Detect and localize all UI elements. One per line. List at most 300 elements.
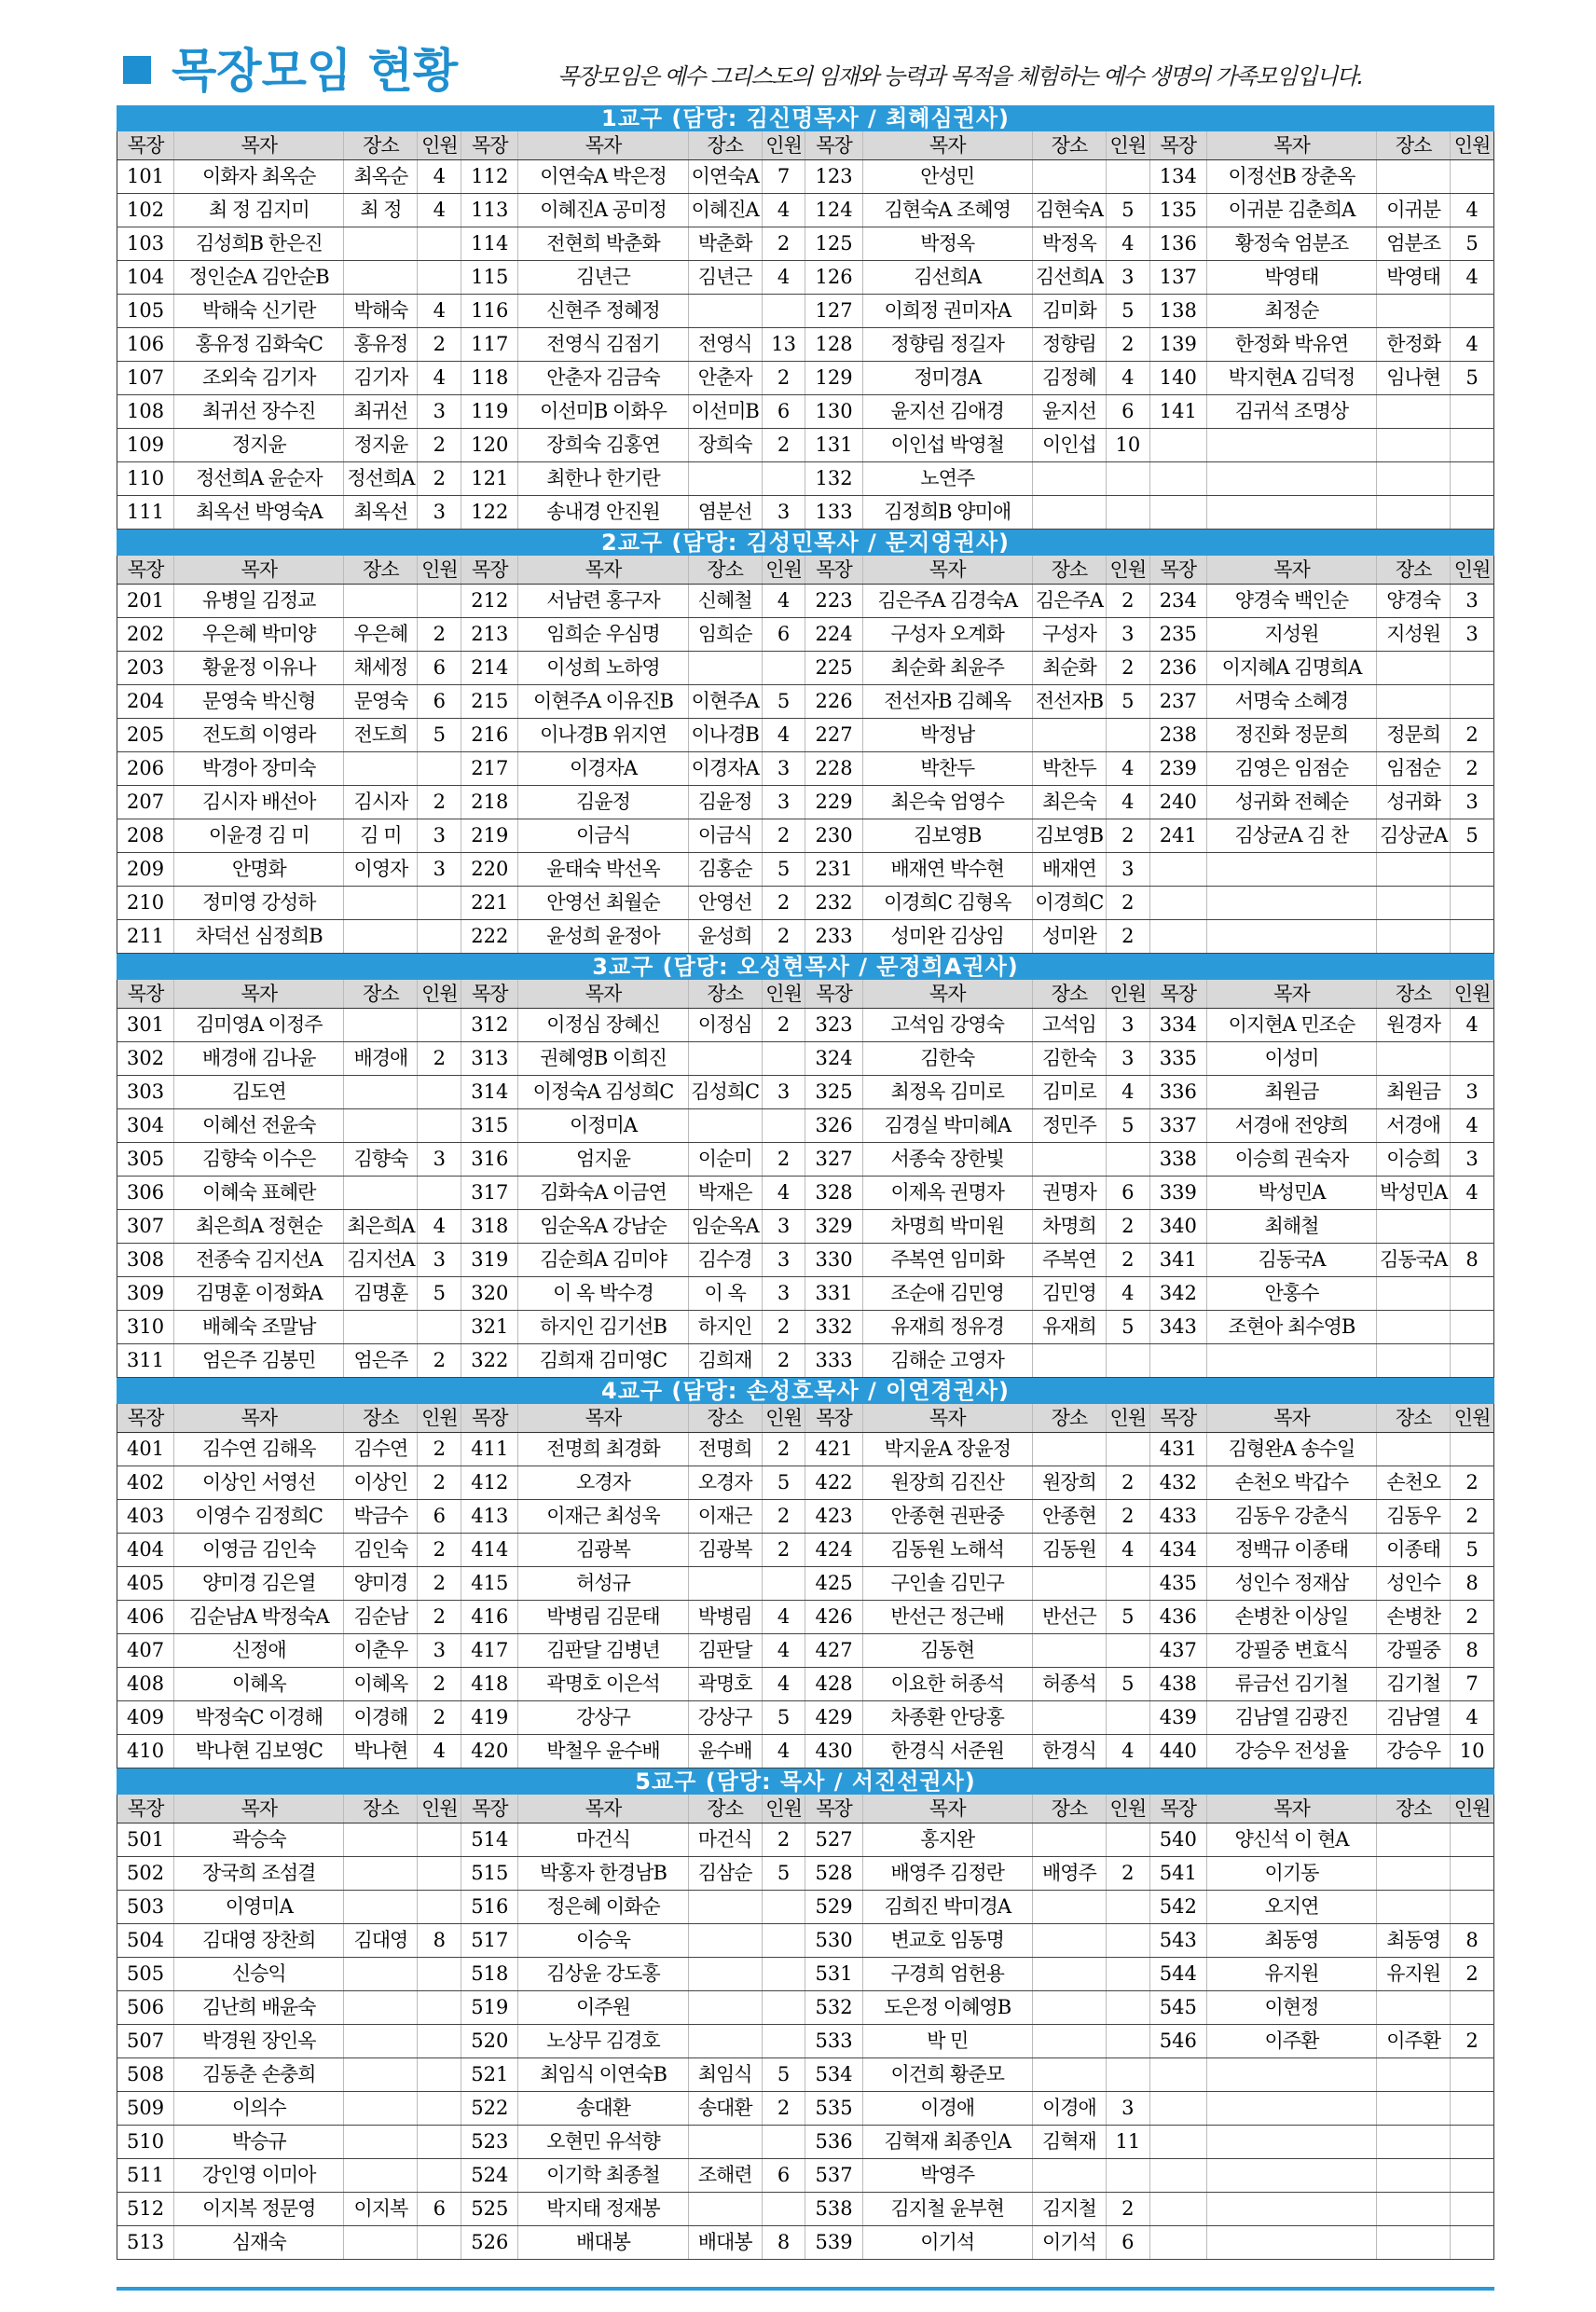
member-count [1451, 1277, 1494, 1311]
group-number: 417 [461, 1634, 518, 1668]
meeting-place: 김광복 [688, 1534, 762, 1567]
member-count: 5 [1451, 227, 1494, 261]
table-row [117, 2092, 1494, 2126]
group-number: 106 [117, 328, 174, 362]
table-row [117, 2025, 1494, 2058]
member-count: 6 [762, 2159, 805, 2193]
meeting-place: 김 미 [344, 819, 418, 853]
group-number: 235 [1149, 618, 1206, 652]
group-number: 241 [1149, 819, 1206, 853]
meeting-place [1377, 853, 1451, 887]
group-number: 101 [117, 160, 174, 194]
member-count [1451, 1991, 1494, 2025]
member-count: 3 [418, 496, 461, 530]
table-row [117, 261, 1494, 295]
leader-names: 정진화 정문희 [1206, 719, 1376, 752]
column-header: 목장 [1149, 556, 1206, 585]
leader-names: 전영식 김점기 [518, 328, 688, 362]
leader-names [1206, 2226, 1376, 2260]
group-number: 140 [1149, 362, 1206, 395]
meeting-place: 김희재 [688, 1344, 762, 1378]
leader-names: 이금식 [518, 819, 688, 853]
group-number: 438 [1149, 1668, 1206, 1701]
group-number: 439 [1149, 1701, 1206, 1735]
table-row [117, 853, 1494, 887]
member-count: 2 [1106, 1857, 1149, 1891]
meeting-place [1377, 1344, 1451, 1378]
leader-names: 이기동 [1206, 1857, 1376, 1891]
leader-names [1206, 2193, 1376, 2226]
group-number: 335 [1149, 1042, 1206, 1076]
meeting-place [344, 1177, 418, 1210]
leader-names: 유병일 김정교 [174, 585, 344, 618]
member-count [1451, 685, 1494, 719]
member-count: 4 [1451, 1701, 1494, 1735]
table-row [117, 1143, 1494, 1177]
member-count: 4 [1451, 261, 1494, 295]
meeting-place: 강상구 [688, 1701, 762, 1735]
meeting-place: 정지윤 [344, 429, 418, 462]
member-count: 2 [1106, 819, 1149, 853]
leader-names: 김귀석 조명상 [1206, 395, 1376, 429]
table-row [117, 194, 1494, 227]
column-header: 목자 [518, 1795, 688, 1823]
member-count: 2 [1106, 1210, 1149, 1244]
member-count: 3 [1106, 1009, 1149, 1042]
member-count [1451, 1042, 1494, 1076]
leader-names: 김동국A [1206, 1244, 1376, 1277]
member-count: 4 [1106, 786, 1149, 819]
leader-names: 심재숙 [174, 2226, 344, 2260]
member-count: 4 [762, 1634, 805, 1668]
leader-names: 차종환 안당홍 [862, 1701, 1032, 1735]
column-header: 목장 [461, 131, 518, 160]
meeting-place: 임순옥A [688, 1210, 762, 1244]
table-row [117, 786, 1494, 819]
leader-names: 박찬두 [862, 752, 1032, 786]
group-number: 413 [461, 1500, 518, 1534]
leader-names: 김동춘 손충희 [174, 2058, 344, 2092]
meeting-place: 염분선 [688, 496, 762, 530]
group-number: 210 [117, 887, 174, 920]
leader-names: 김한숙 [862, 1042, 1032, 1076]
leader-names: 김현숙A 조혜영 [862, 194, 1032, 227]
member-count: 3 [1451, 585, 1494, 618]
meeting-place: 안춘자 [688, 362, 762, 395]
leader-names: 김희재 김미영C [518, 1344, 688, 1378]
group-number: 213 [461, 618, 518, 652]
table-row [117, 1433, 1494, 1466]
group-number: 510 [117, 2126, 174, 2159]
member-count: 2 [1451, 1466, 1494, 1500]
column-header: 목장 [1149, 131, 1206, 160]
leader-names: 이나경B 위지연 [518, 719, 688, 752]
leader-names: 황정숙 엄분조 [1206, 227, 1376, 261]
member-count [1451, 2092, 1494, 2126]
group-number: 201 [117, 585, 174, 618]
leader-names: 이성미 [1206, 1042, 1376, 1076]
meeting-place: 오경자 [688, 1466, 762, 1500]
column-header: 목장 [117, 131, 174, 160]
district-title: 2교구 (담당: 김성민목사 / 문지영권사) [117, 530, 1494, 556]
leader-names: 안명화 [174, 853, 344, 887]
group-number: 228 [805, 752, 862, 786]
member-count [762, 1109, 805, 1143]
meeting-place: 안영선 [688, 887, 762, 920]
meeting-place: 배대봉 [688, 2226, 762, 2260]
member-count: 4 [1106, 1076, 1149, 1109]
group-number: 310 [117, 1311, 174, 1344]
column-header: 장소 [688, 1795, 762, 1823]
leader-names: 안종현 권판중 [862, 1500, 1032, 1534]
meeting-place: 최원금 [1377, 1076, 1451, 1109]
meeting-place: 엄은주 [344, 1344, 418, 1378]
group-number: 323 [805, 1009, 862, 1042]
leader-names: 최은희A 정현순 [174, 1210, 344, 1244]
meeting-place: 허종석 [1032, 1668, 1106, 1701]
group-number: 544 [1149, 1958, 1206, 1991]
member-count [762, 1958, 805, 1991]
meeting-place: 김현숙A [1032, 194, 1106, 227]
table-row [117, 1500, 1494, 1534]
meeting-place: 신혜철 [688, 585, 762, 618]
meeting-place [344, 261, 418, 295]
leader-names [1206, 1344, 1376, 1378]
group-number [1149, 853, 1206, 887]
member-count [762, 462, 805, 496]
leader-names: 김난희 배윤숙 [174, 1991, 344, 2025]
column-header: 장소 [1032, 980, 1106, 1009]
leader-names: 최순화 최윤주 [862, 652, 1032, 685]
meeting-place: 이귀분 [1377, 194, 1451, 227]
group-number: 304 [117, 1109, 174, 1143]
meeting-place: 최순화 [1032, 652, 1106, 685]
meeting-place [1032, 1344, 1106, 1378]
member-count: 2 [1451, 1958, 1494, 1991]
group-number: 331 [805, 1277, 862, 1311]
leader-names: 장국희 조섬결 [174, 1857, 344, 1891]
group-number: 319 [461, 1244, 518, 1277]
column-header: 목장 [1149, 1404, 1206, 1433]
leader-names [1206, 462, 1376, 496]
leader-names: 윤태숙 박선옥 [518, 853, 688, 887]
leader-names: 서명숙 소혜경 [1206, 685, 1376, 719]
meeting-place: 이경자A [688, 752, 762, 786]
leader-names: 최임식 이연숙B [518, 2058, 688, 2092]
group-number: 117 [461, 328, 518, 362]
member-count: 8 [1451, 1567, 1494, 1601]
member-count [418, 920, 461, 954]
member-count [1106, 1433, 1149, 1466]
meeting-place [344, 2025, 418, 2058]
meeting-place [1032, 462, 1106, 496]
member-count [1106, 1701, 1149, 1735]
leader-names: 정미영 강성하 [174, 887, 344, 920]
member-count [1451, 1433, 1494, 1466]
member-count: 2 [1451, 2025, 1494, 2058]
member-count: 3 [762, 496, 805, 530]
meeting-place [1377, 1991, 1451, 2025]
group-number: 205 [117, 719, 174, 752]
column-header: 인원 [1451, 1795, 1494, 1823]
meeting-place: 이혜옥 [344, 1668, 418, 1701]
leader-names: 이지현A 민조순 [1206, 1009, 1376, 1042]
meeting-place: 강승우 [1377, 1735, 1451, 1768]
leader-names: 강상구 [518, 1701, 688, 1735]
member-count: 2 [1451, 1601, 1494, 1634]
meeting-place: 정민주 [1032, 1109, 1106, 1143]
group-number: 141 [1149, 395, 1206, 429]
group-number: 237 [1149, 685, 1206, 719]
column-header: 목자 [862, 131, 1032, 160]
district-section [117, 1378, 1494, 1768]
group-number: 532 [805, 1991, 862, 2025]
meeting-place: 이영자 [344, 853, 418, 887]
meeting-place: 김한숙 [1032, 1042, 1106, 1076]
meeting-place [1377, 1433, 1451, 1466]
leader-names: 양미경 김은열 [174, 1567, 344, 1601]
member-count: 5 [1106, 1109, 1149, 1143]
column-header: 목자 [518, 556, 688, 585]
member-count [1451, 2058, 1494, 2092]
group-number: 440 [1149, 1735, 1206, 1768]
column-header: 장소 [1377, 131, 1451, 160]
group-number: 539 [805, 2226, 862, 2260]
meeting-place [1377, 160, 1451, 194]
meeting-place [688, 1042, 762, 1076]
meeting-place: 김정혜 [1032, 362, 1106, 395]
meeting-place: 김선희A [1032, 261, 1106, 295]
group-number: 209 [117, 853, 174, 887]
meeting-place [1377, 295, 1451, 328]
meeting-place [344, 2092, 418, 2126]
column-header: 목장 [461, 556, 518, 585]
table-row [117, 1991, 1494, 2025]
group-number: 303 [117, 1076, 174, 1109]
column-header: 인원 [1451, 131, 1494, 160]
member-count: 2 [418, 786, 461, 819]
meeting-place: 박해숙 [344, 295, 418, 328]
group-number: 218 [461, 786, 518, 819]
group-number: 224 [805, 618, 862, 652]
member-count: 3 [762, 1244, 805, 1277]
group-number: 411 [461, 1433, 518, 1466]
leader-names: 송대환 [518, 2092, 688, 2126]
meeting-place [688, 1958, 762, 1991]
member-count [418, 2025, 461, 2058]
member-count [762, 2193, 805, 2226]
meeting-place [688, 1891, 762, 1924]
leader-names: 박 민 [862, 2025, 1032, 2058]
table-row [117, 227, 1494, 261]
member-count [1451, 1891, 1494, 1924]
page-subtitle: 목장모임은 예수 그리스도의 임재와 능력과 목적을 체험하는 예수 생명의 가족모임입니다. [557, 63, 1363, 89]
group-number: 503 [117, 1891, 174, 1924]
leader-names: 이경희C 김형옥 [862, 887, 1032, 920]
member-count [1451, 853, 1494, 887]
leader-names: 김시자 배선아 [174, 786, 344, 819]
group-number: 416 [461, 1601, 518, 1634]
leader-names: 조현아 최수영B [1206, 1311, 1376, 1344]
group-number: 137 [1149, 261, 1206, 295]
group-number: 341 [1149, 1244, 1206, 1277]
group-number: 234 [1149, 585, 1206, 618]
column-header: 목자 [862, 556, 1032, 585]
column-header: 목자 [518, 980, 688, 1009]
member-count [418, 1076, 461, 1109]
meeting-place [1032, 1991, 1106, 2025]
leader-names: 김혁재 최종인A [862, 2126, 1032, 2159]
column-header: 인원 [1106, 1404, 1149, 1433]
group-number: 329 [805, 1210, 862, 1244]
leader-names: 허성규 [518, 1567, 688, 1601]
district-section [117, 954, 1494, 1378]
meeting-place [1377, 2159, 1451, 2193]
table-row [117, 2193, 1494, 2226]
meeting-place: 김지철 [1032, 2193, 1106, 2226]
member-count [1106, 1344, 1149, 1378]
meeting-place [344, 752, 418, 786]
column-header: 장소 [1377, 1404, 1451, 1433]
meeting-place: 조해련 [688, 2159, 762, 2193]
meeting-place: 김지선A [344, 1244, 418, 1277]
leader-names: 최 정 김지미 [174, 194, 344, 227]
column-header: 목장 [117, 980, 174, 1009]
meeting-place [1032, 2159, 1106, 2193]
leader-names: 강승우 전성율 [1206, 1735, 1376, 1768]
meeting-place [1377, 1210, 1451, 1244]
column-header: 인원 [1451, 556, 1494, 585]
meeting-place: 손병찬 [1377, 1601, 1451, 1634]
member-count [1106, 1891, 1149, 1924]
column-header: 장소 [1032, 556, 1106, 585]
group-number: 521 [461, 2058, 518, 2092]
group-number: 217 [461, 752, 518, 786]
member-count: 2 [762, 1534, 805, 1567]
group-number: 437 [1149, 1634, 1206, 1668]
column-header: 인원 [418, 980, 461, 1009]
table-header-row [117, 131, 1494, 160]
leader-names: 김정희B 양미애 [862, 496, 1032, 530]
group-number: 112 [461, 160, 518, 194]
leader-names: 이영금 김인숙 [174, 1534, 344, 1567]
member-count: 2 [418, 1601, 461, 1634]
member-count: 6 [1106, 395, 1149, 429]
group-number: 307 [117, 1210, 174, 1244]
column-header: 장소 [344, 131, 418, 160]
member-count [762, 1924, 805, 1958]
group-number: 504 [117, 1924, 174, 1958]
member-count: 2 [418, 1701, 461, 1735]
leader-names: 엄은주 김봉민 [174, 1344, 344, 1378]
group-number: 533 [805, 2025, 862, 2058]
member-count [1451, 160, 1494, 194]
group-number: 514 [461, 1823, 518, 1857]
member-count: 3 [418, 395, 461, 429]
column-header: 목장 [461, 980, 518, 1009]
meeting-place: 윤성희 [688, 920, 762, 954]
group-number: 531 [805, 1958, 862, 1991]
leader-names: 정향림 정길자 [862, 328, 1032, 362]
leader-names: 신승익 [174, 1958, 344, 1991]
table-row [117, 685, 1494, 719]
table-row [117, 719, 1494, 752]
group-number: 322 [461, 1344, 518, 1378]
meeting-place [1377, 1891, 1451, 1924]
member-count: 4 [1106, 227, 1149, 261]
group-number: 408 [117, 1668, 174, 1701]
member-count: 2 [418, 462, 461, 496]
group-number: 415 [461, 1567, 518, 1601]
leader-names: 박경원 장인옥 [174, 2025, 344, 2058]
leader-names: 이정선B 장춘옥 [1206, 160, 1376, 194]
group-number: 215 [461, 685, 518, 719]
meeting-place [1377, 1311, 1451, 1344]
group-number: 432 [1149, 1466, 1206, 1500]
member-count: 2 [418, 1567, 461, 1601]
meeting-place: 성미완 [1032, 920, 1106, 954]
meeting-place: 이인섭 [1032, 429, 1106, 462]
page-header [112, 37, 1492, 104]
table-row [117, 1344, 1494, 1378]
leader-names: 장희숙 김홍연 [518, 429, 688, 462]
member-count [418, 1009, 461, 1042]
leader-names: 이경애 [862, 2092, 1032, 2126]
meeting-place: 한정화 [1377, 328, 1451, 362]
meeting-place [688, 295, 762, 328]
meeting-place: 최옥순 [344, 160, 418, 194]
group-number [1149, 2226, 1206, 2260]
leader-names: 배경애 김나윤 [174, 1042, 344, 1076]
group-number: 236 [1149, 652, 1206, 685]
member-count: 4 [1451, 1109, 1494, 1143]
meeting-place: 김향숙 [344, 1143, 418, 1177]
district-table [117, 556, 1494, 954]
meeting-place: 박영태 [1377, 261, 1451, 295]
leader-names: 홍지완 [862, 1823, 1032, 1857]
group-number: 126 [805, 261, 862, 295]
meeting-place [688, 652, 762, 685]
leader-names: 주복연 임미화 [862, 1244, 1032, 1277]
column-header: 목장 [1149, 980, 1206, 1009]
member-count [762, 652, 805, 685]
leader-names: 이정미A [518, 1109, 688, 1143]
member-count [1451, 1857, 1494, 1891]
meeting-place: 유지원 [1377, 1958, 1451, 1991]
leader-names: 최해철 [1206, 1210, 1376, 1244]
group-number: 545 [1149, 1991, 1206, 2025]
meeting-place: 이경애 [1032, 2092, 1106, 2126]
table-row [117, 1891, 1494, 1924]
group-number: 136 [1149, 227, 1206, 261]
table-row [117, 1466, 1494, 1500]
group-number: 212 [461, 585, 518, 618]
meeting-place: 원장희 [1032, 1466, 1106, 1500]
leader-names: 김순남A 박정숙A [174, 1601, 344, 1634]
meeting-place: 구성자 [1032, 618, 1106, 652]
group-number: 222 [461, 920, 518, 954]
group-number: 230 [805, 819, 862, 853]
member-count: 2 [762, 1344, 805, 1378]
meeting-place: 이 옥 [688, 1277, 762, 1311]
meeting-place: 서경애 [1377, 1109, 1451, 1143]
table-row [117, 2226, 1494, 2260]
meeting-place: 권명자 [1032, 1177, 1106, 1210]
leader-names: 이인섭 박영철 [862, 429, 1032, 462]
meeting-place: 박금수 [344, 1500, 418, 1534]
member-count: 8 [1451, 1634, 1494, 1668]
member-count: 4 [1106, 1735, 1149, 1768]
